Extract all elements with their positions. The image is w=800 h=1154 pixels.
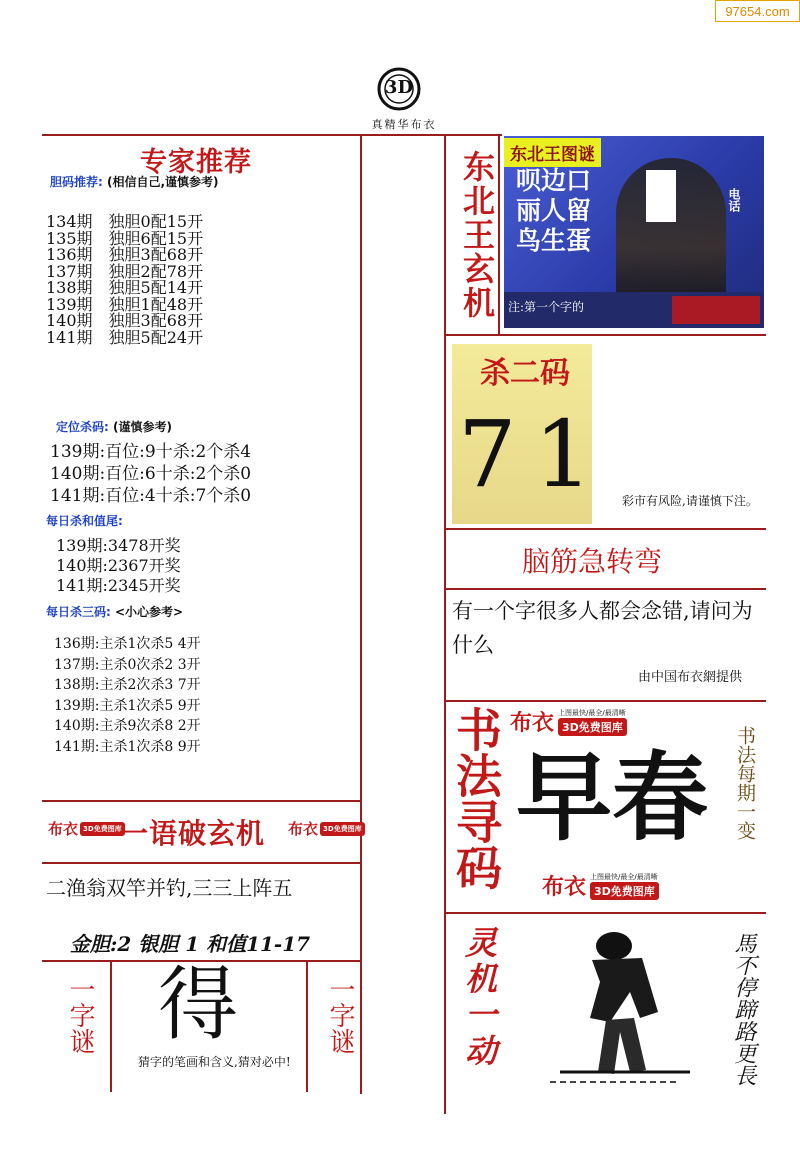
jindan-text: 金胆:2 银胆 1 和值11-17 <box>70 932 311 956</box>
daily-three-row: 137期:主杀0次杀2 3开 <box>54 656 201 673</box>
daily-kill-row: 141期:2345开奖 <box>56 576 181 595</box>
daily-kill-list <box>56 536 181 596</box>
shaerma-note: 彩市有风险,请谨慎下注。 <box>622 494 758 508</box>
daily-kill-row: 139期:3478开奖 <box>56 536 181 555</box>
shufa-side-note: 书法每期一变 <box>734 726 756 840</box>
daily-three-row: 139期:主杀1次杀5 9开 <box>54 697 201 714</box>
yiyu-badge-left-small: 3D免费图库 <box>80 822 125 836</box>
yiyu-badge-right <box>288 818 365 839</box>
left-col-rule <box>360 134 362 1094</box>
logo-text: 3D <box>384 77 414 98</box>
riddle-line: 丽人留 <box>516 196 592 225</box>
naojin-provider: 由中国布衣網提供 <box>638 670 743 685</box>
shaerma-digit-1: 7 <box>458 401 517 508</box>
shufa-badge-bottom-group <box>590 872 659 900</box>
shaerma-panel <box>452 344 592 524</box>
danma-list <box>46 214 203 346</box>
yizimi-char: 得 <box>158 958 238 1051</box>
dongbei-riddle-image <box>504 136 764 328</box>
danma-row: 140期 独胆3配68开 <box>46 311 204 330</box>
shufa-badge-bottom-text: 布衣 <box>542 874 587 900</box>
white-box <box>646 170 676 222</box>
shaerma-title: 杀二码 <box>480 356 570 391</box>
dingwei-note: (谨慎参考) <box>113 420 172 434</box>
yizimi-side-right: 一字谜 <box>325 976 355 1054</box>
shufa-badge-top-tag: 上图最快/最全/最清晰 <box>558 708 626 717</box>
shufa-badge-top <box>510 706 627 737</box>
expert-bottom-rule <box>42 800 362 802</box>
yizimi-rule-right <box>306 962 308 1092</box>
shaerma-digit-2: 1 <box>534 401 593 508</box>
dingwei-header <box>56 418 172 435</box>
shufa-badge-bottom-small: 3D免费图库 <box>590 882 659 900</box>
mid-col-rule <box>444 134 446 1114</box>
right-rule-5 <box>446 912 766 914</box>
right-rule-2 <box>446 528 766 530</box>
shufa-calligraphy: 早春 <box>516 741 708 854</box>
dingwei-label: 定位杀码: <box>56 420 109 434</box>
naojin-title: 脑筋急转弯 <box>522 545 663 578</box>
yizimi-side-left: 一字谜 <box>65 976 95 1054</box>
daily-three-list <box>54 634 201 757</box>
yizimi-rule-left <box>110 962 112 1092</box>
right-rule-4 <box>446 700 766 702</box>
danma-row: 139期 独胆1配48开 <box>46 294 204 314</box>
naojin-question: 有一个字很多人都会念错,请问为什么 <box>452 599 753 657</box>
lingji-vertical-left: 灵机一动 <box>460 926 498 1070</box>
dingwei-list <box>50 441 251 507</box>
dingwei-row: 139期:百位:9十杀:2个杀4 <box>50 442 252 462</box>
danma-row: 135期 独胆6配15开 <box>46 228 204 248</box>
yiyu-badge-left-text: 布衣 <box>48 820 79 838</box>
dongbei-vertical-title: 东北王玄机 <box>458 150 496 320</box>
yiyu-bottom-rule <box>42 862 362 864</box>
dingwei-row: 140期:百位:6十杀:2个杀0 <box>50 464 252 484</box>
yiyu-title: 一语破玄机 <box>120 817 266 850</box>
top-rule <box>42 134 502 136</box>
daily-three-row: 136期:主杀1次杀5 4开 <box>54 636 201 652</box>
danma-header <box>50 173 219 190</box>
daily-three-label: 每日杀三码: <box>46 605 111 619</box>
dingwei-row: 141期:百位:4十杀:7个杀0 <box>50 486 252 506</box>
site-watermark[interactable]: 97654.com <box>715 0 800 22</box>
right-rule-1 <box>446 334 766 336</box>
lingji-vertical-right: 馬不停蹄路更長 <box>731 932 756 1086</box>
riddle-line: 鸟生蛋 <box>516 226 592 255</box>
daily-three-row: 140期:主杀9次杀8 2开 <box>54 718 201 734</box>
shufa-badge-bottom-tag: 上图最快/最全/最清晰 <box>590 872 658 881</box>
brand-logo <box>376 66 422 112</box>
shufa-badge-top-text: 布衣 <box>510 710 555 736</box>
daily-three-note: <小心参考> <box>115 605 184 619</box>
shufa-badge-bottom <box>542 870 659 901</box>
yiyu-badge-right-text: 布衣 <box>288 820 319 838</box>
shufa-vertical-title: 书法寻码 <box>449 706 503 890</box>
danma-row: 134期 独胆0配15开 <box>46 212 204 231</box>
danma-label: 胆码推荐: <box>50 175 103 189</box>
yiyu-badge-right-small: 3D免费图库 <box>320 822 365 836</box>
daily-kill-row: 140期:2367开奖 <box>56 556 181 575</box>
daily-three-row: 141期:主杀1次杀8 9开 <box>54 738 201 755</box>
phone-label: 电话 <box>727 188 741 212</box>
dongbei-banner: 东北王图谜 <box>504 138 601 167</box>
dongbei-bottom-note: 注:第一个字的 <box>508 300 585 314</box>
danma-row: 141期 独胆5配24开 <box>46 327 204 347</box>
daily-three-row: 138期:主杀2次杀3 7开 <box>54 677 201 693</box>
shufa-badge-top-small: 3D免费图库 <box>558 718 627 736</box>
brand-subtitle: 真精华布衣 <box>371 118 437 131</box>
right-rule-3 <box>446 588 766 590</box>
daily-kill-label: 每日杀和值尾: <box>46 514 123 528</box>
riddle-lines <box>516 166 591 256</box>
horse-figure-icon <box>530 922 710 1092</box>
shufa-badge-top-group <box>558 708 627 736</box>
man-figure-icon <box>530 922 710 1092</box>
danma-note: (相信自己,谨慎参考) <box>107 175 219 189</box>
expert-title: 专家推荐 <box>140 147 252 178</box>
danma-row: 136期 独胆3配68开 <box>46 245 204 264</box>
yizimi-hint: 猜字的笔画和含义,猜对必中! <box>138 1055 291 1069</box>
daily-three-header <box>46 603 183 620</box>
red-stamp <box>672 296 760 324</box>
yiyu-text: 二渔翁双竿并钓,三三上阵五 <box>46 876 293 900</box>
danma-row: 137期 独胆2配78开 <box>46 261 204 281</box>
danma-row: 138期 独胆5配14开 <box>46 278 204 297</box>
yiyu-badge-left <box>48 818 125 839</box>
riddle-line: 呗边口 <box>516 166 592 195</box>
